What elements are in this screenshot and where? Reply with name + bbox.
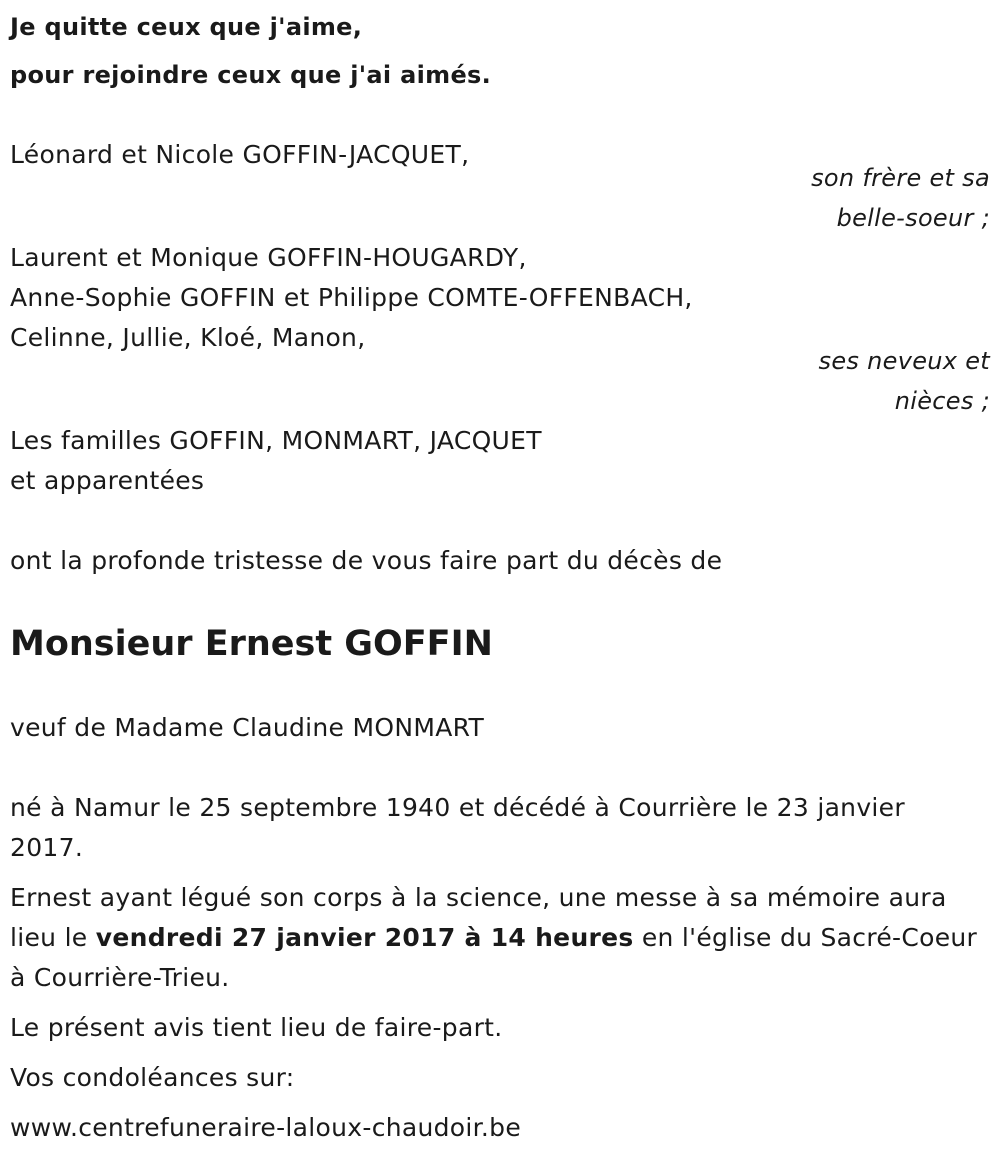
- mass-text-before: Ernest ayant légué son corps à la science, une messe à sa mémoire aura lieu le: [10, 883, 947, 952]
- nephew-line-3: Celinne, Jullie, Kloé, Manon,: [10, 323, 366, 352]
- brother-relation-line-2: belle-soeur ;: [836, 204, 990, 232]
- nephew-relation-line-2: nièces ;: [894, 387, 990, 415]
- nephew-relation-line-1: ses neveux et: [818, 347, 990, 375]
- nephew-line-2: Anne-Sophie GOFFIN et Philippe COMTE-OFFENBACH,: [10, 283, 693, 312]
- widower-of: veuf de Madame Claudine MONMART: [10, 713, 485, 742]
- website-link[interactable]: www.centrefuneraire-laloux-chaudoir.be: [10, 1113, 522, 1142]
- brother-relation-line-1: son frère et sa: [811, 164, 990, 192]
- deceased-name: Monsieur Ernest GOFFIN: [10, 624, 493, 664]
- birth-death-text: né à Namur le 25 septembre 1940 et décédé à Courrière le 23 janvier 2017.: [10, 793, 905, 862]
- nephew-line-1: Laurent et Monique GOFFIN-HOUGARDY,: [10, 243, 527, 272]
- mass-date-time: vendredi 27 janvier 2017 à 14 heures: [95, 923, 634, 952]
- mass-paragraph: [10, 878, 985, 998]
- epigraph-line-1: Je quitte ceux que j'aime,: [10, 13, 363, 41]
- brother-names: Léonard et Nicole GOFFIN-JACQUET,: [10, 140, 470, 169]
- mass-text-after: en l'église du Sacré-Coeur à Courrière-Trieu.: [10, 923, 978, 992]
- epigraph-line-2: pour rejoindre ceux que j'ai aimés.: [10, 61, 492, 89]
- condolences-label: Vos condoléances sur:: [10, 1063, 295, 1092]
- notice-text: Le présent avis tient lieu de faire-part.: [10, 1013, 503, 1042]
- announcement-text: ont la profonde tristesse de vous faire part du décès de: [10, 546, 723, 575]
- families-line-1: Les familles GOFFIN, MONMART, JACQUET: [10, 426, 542, 455]
- families-line-2: et apparentées: [10, 466, 205, 495]
